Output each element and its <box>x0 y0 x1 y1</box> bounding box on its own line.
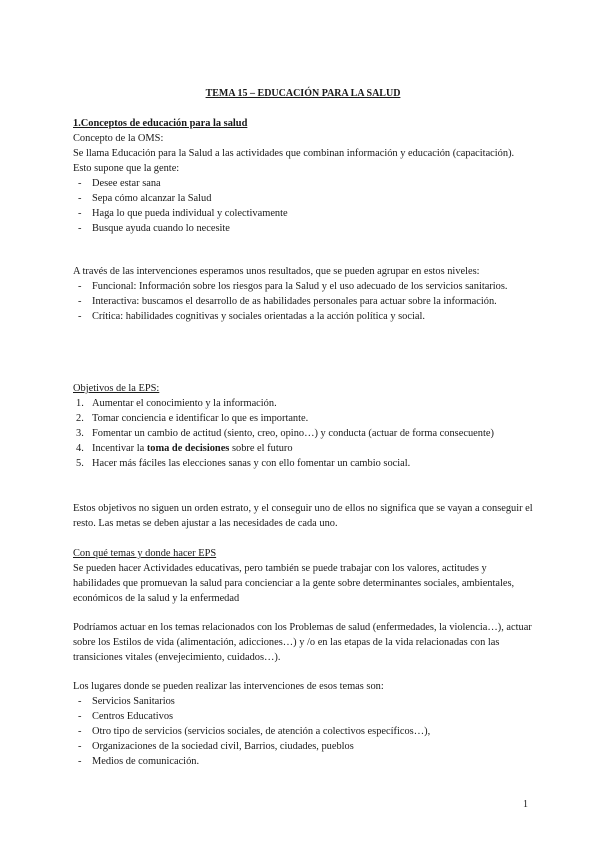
item-number: 3. <box>76 428 84 439</box>
item-bold-text: toma de decisiones <box>146 443 230 454</box>
section-heading: 1.Conceptos de educación para la salud <box>73 118 248 129</box>
list-item: - Servicios Sanitarios <box>73 694 533 709</box>
section-heading: Objetivos de la EPS: <box>73 383 160 394</box>
concept-label: Concepto de la OMS: <box>73 133 164 144</box>
niveles-intro: A través de las intervenciones esperamos unos resultados, que se pueden agrupar en estos niveles: <box>73 266 480 277</box>
niveles-list <box>73 279 533 324</box>
list-item <box>73 441 533 456</box>
lugares-intro: Los lugares donde se pueden realizar las intervenciones de esos temas son: <box>73 681 384 692</box>
definition-text: Se llama Educación para la Salud a las actividades que combinan información y educación (capacitación). <box>73 148 515 159</box>
item-text: Hacer más fáciles las elecciones sanas y con ello fomentar un cambio social. <box>92 458 411 469</box>
item-number: 4. <box>76 443 84 454</box>
list-item: - Medios de comunicación. <box>73 754 533 769</box>
niveles-block <box>73 264 533 324</box>
list-item <box>73 456 533 471</box>
list-item: - Busque ayuda cuando lo necesite <box>73 221 533 236</box>
objetivos-note: Estos objetivos no siguen un orden estrato, y el conseguir uno de ellos no significa que se vayan a conseguir el resto. Las metas se deben ajustar a las necesidades de cada uno. <box>73 503 533 529</box>
list-item <box>73 396 533 411</box>
item-number: 2. <box>76 413 84 424</box>
list-item <box>73 411 533 426</box>
temas-paragraph-2-block <box>73 620 533 665</box>
item-text: Aumentar el conocimiento y la información. <box>92 398 277 409</box>
supone-text: Esto supone que la gente: <box>73 163 180 174</box>
section-conceptos <box>73 116 533 236</box>
list-item: - Sepa cómo alcanzar la Salud <box>73 191 533 206</box>
lugares-block <box>73 679 533 769</box>
lugares-list <box>73 694 533 769</box>
objetivos-note-block <box>73 501 533 531</box>
section-objetivos <box>73 381 533 471</box>
list-item: - Organizaciones de la sociedad civil, Barrios, ciudades, pueblos <box>73 739 533 754</box>
list-item: - Haga lo que pueda individual y colectivamente <box>73 206 533 221</box>
list-item: - Funcional: Información sobre los riesgos para la Salud y el uso adecuado de los servicios sanitarios. <box>73 279 533 294</box>
item-number: 1. <box>76 398 84 409</box>
supone-list <box>73 176 533 236</box>
list-item <box>73 426 533 441</box>
page-number: 1 <box>523 799 528 810</box>
section-temas <box>73 546 533 606</box>
section-heading: Con qué temas y donde hacer EPS <box>73 548 217 559</box>
item-text: Tomar conciencia e identificar lo que es importante. <box>92 413 309 424</box>
list-item: - Crítica: habilidades cognitivas y sociales orientadas a la acción política y social. <box>73 309 533 324</box>
temas-paragraph-1: Se pueden hacer Actividades educativas, pero también se puede trabajar con los valores, actitudes y habilidades que promuevan la salud para concienciar a la gente sobre determinantes sociales, ambientales, económicos de la salud y la enfermedad <box>73 563 515 604</box>
document-title: TEMA 15 – EDUCACIÓN PARA LA SALUD <box>205 88 401 99</box>
list-item: - Otro tipo de servicios (servicios sociales, de atención a colectivos específicos…), <box>73 724 533 739</box>
item-number: 5. <box>76 458 84 469</box>
item-text: Fomentar un cambio de actitud (siento, creo, opino…) y conducta (actuar de forma consecuente) <box>92 428 494 439</box>
list-item: - Desee estar sana <box>73 176 533 191</box>
item-text: Incentivar la <box>92 443 147 454</box>
objetivos-list <box>73 396 533 471</box>
list-item: - Centros Educativos <box>73 709 533 724</box>
list-item: - Interactiva: buscamos el desarrollo de as habilidades personales para actuar sobre la información. <box>73 294 533 309</box>
item-text: sobre el futuro <box>229 443 293 454</box>
temas-paragraph-2: Podríamos actuar en los temas relacionados con los Problemas de salud (enfermedades, la violencia…), actuar sobre los Estilos de vida (alimentación, adicciones…) y /o en las etapas de la vida relacionadas con las transiciones vitales (envejecimiento, cuidados…). <box>73 622 532 663</box>
